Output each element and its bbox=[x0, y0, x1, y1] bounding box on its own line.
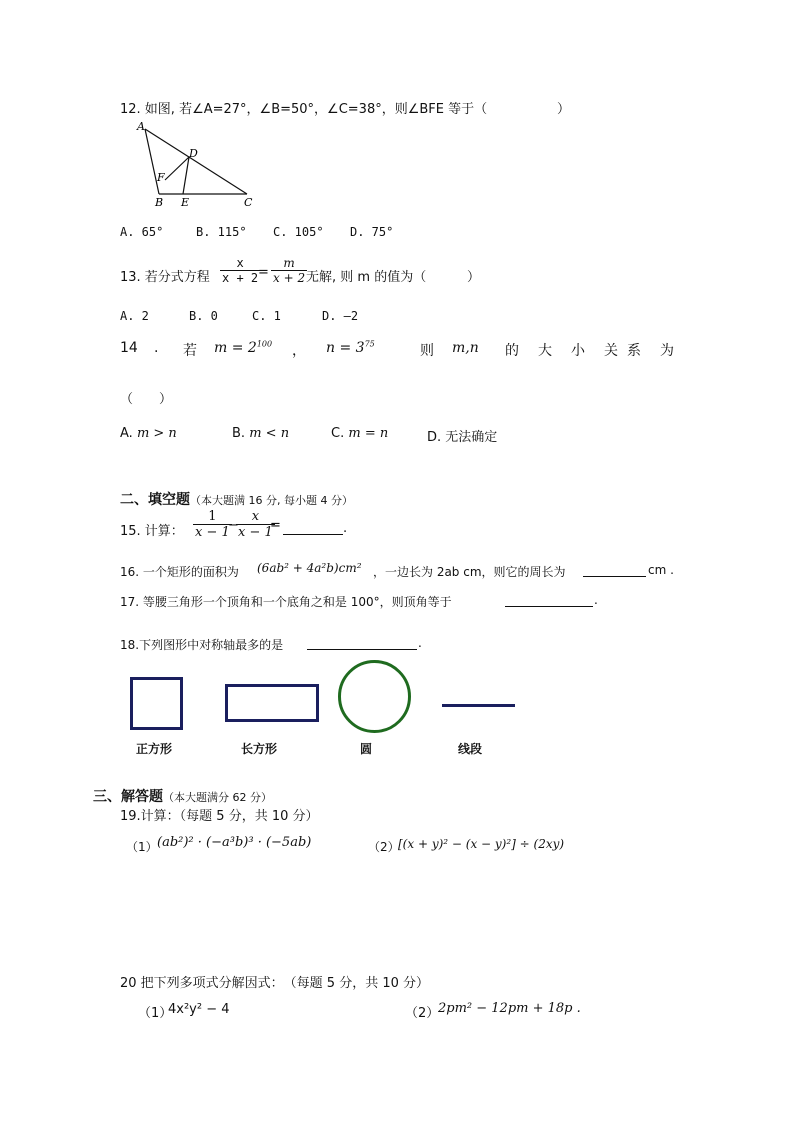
q12-option-c: C. 105° bbox=[273, 225, 324, 239]
q19-part2-label: （2） bbox=[368, 840, 400, 854]
circle-shape bbox=[338, 660, 411, 733]
q14-tail-6: 为 bbox=[660, 343, 674, 359]
q12-option-b: B. 115° bbox=[196, 225, 247, 239]
square-label: 正方形 bbox=[136, 742, 173, 756]
q14-n-expression: $n = 3^{75}$ bbox=[326, 339, 375, 356]
label-D: D bbox=[189, 147, 198, 160]
q19-part2-expression: [(x + y)² − (x − y)²] ÷ (2xy) bbox=[398, 837, 565, 851]
q13-paren-close: ） bbox=[467, 270, 481, 285]
rectangle-shape bbox=[225, 684, 319, 722]
q14-ruo: 若 bbox=[183, 343, 197, 359]
q15-end: . bbox=[343, 521, 348, 536]
section2-heading: 二、填空题（本大题满 16 分, 每小题 4 分） bbox=[120, 492, 353, 508]
q15-fraction-1: $\frac{1}{x - 1}$ bbox=[195, 509, 230, 540]
q14-ze: 则 bbox=[420, 343, 434, 359]
q15-answer-blank[interactable] bbox=[283, 520, 343, 535]
q14-option-d: D. 无法确定 bbox=[427, 430, 498, 445]
q20-part2-expression: 2pm² − 12pm + 18p . bbox=[438, 1001, 581, 1016]
q15-prefix: 15. 计算： bbox=[120, 524, 184, 539]
q15-minus: − bbox=[228, 518, 239, 533]
label-F: F bbox=[157, 171, 165, 184]
q13-suffix: 无解, 则 m 的值为（ bbox=[306, 270, 427, 285]
q14-paren: （ ） bbox=[120, 392, 173, 407]
q16-expression: (6ab² + 4a²b)cm² bbox=[257, 561, 362, 575]
q14-option-b: B. m < n bbox=[232, 426, 290, 441]
q20-part2-label: （2） bbox=[405, 1006, 440, 1021]
square-shape bbox=[130, 677, 183, 730]
q13-equals: = bbox=[258, 265, 269, 280]
q14-option-a: A. m > n bbox=[120, 426, 177, 441]
q14-comma: ， bbox=[292, 343, 306, 359]
q13-lhs-fraction: $\frac{x}{x + 2}$ bbox=[222, 256, 259, 285]
q16-prefix: 16. 一个矩形的面积为 bbox=[120, 565, 239, 579]
q18-answer-blank[interactable] bbox=[307, 635, 417, 650]
q15-fraction-2: $\frac{x}{x - 1}$ bbox=[238, 509, 273, 540]
q20-part1-label: （1） bbox=[138, 1006, 173, 1021]
label-C: C bbox=[244, 196, 253, 209]
label-B: B bbox=[155, 196, 164, 209]
q16-unit: cm . bbox=[648, 563, 674, 577]
label-E: E bbox=[181, 196, 190, 209]
q13-option-a: A. 2 bbox=[120, 309, 149, 323]
q16-mid: ，一边长为 2ab cm，则它的周长为 bbox=[373, 565, 566, 579]
rectangle-label: 长方形 bbox=[241, 742, 278, 756]
q12-option-a: A. 65° bbox=[120, 225, 164, 239]
q12-option-d: D. 75° bbox=[350, 225, 394, 239]
label-A: A bbox=[137, 120, 145, 133]
q14-tail-3: 小 bbox=[571, 343, 585, 359]
q14-m-expression: $m = 2^{100}$ bbox=[214, 339, 273, 356]
q14-mn: m,n bbox=[452, 340, 479, 356]
q19-part1-label: （1） bbox=[126, 840, 158, 854]
q13-rhs-fraction: $\frac{m}{x + 2}$ bbox=[273, 256, 306, 285]
q19-title: 19.计算：（每题 5 分，共 10 分） bbox=[120, 809, 319, 824]
q16-answer-blank[interactable] bbox=[583, 562, 646, 577]
q14-tail-5: 系 bbox=[627, 343, 641, 359]
q17-answer-blank[interactable] bbox=[505, 592, 593, 607]
q13-option-b: B. 0 bbox=[189, 309, 218, 323]
circle-label: 圆 bbox=[360, 742, 373, 756]
q20-title: 20 把下列多项式分解因式： （每题 5 分，共 10 分） bbox=[120, 976, 430, 991]
q17-end: . bbox=[594, 593, 598, 607]
q12-triangle-figure bbox=[134, 116, 264, 212]
q20-part1-expression: 4x²y² − 4 bbox=[168, 1002, 230, 1017]
q14-option-c: C. m = n bbox=[331, 426, 389, 441]
q14-tail-4: 关 bbox=[604, 343, 618, 359]
q17-text: 17. 等腰三角形一个顶角和一个底角之和是 100°，则顶角等于 bbox=[120, 595, 452, 609]
q13-prefix: 13. 若分式方程 bbox=[120, 270, 210, 285]
section3-heading: 三、解答题（本大题满分 62 分） bbox=[93, 789, 272, 805]
q14-tail-2: 大 bbox=[538, 343, 552, 359]
line-segment-label: 线段 bbox=[458, 742, 483, 756]
q14-dot: . bbox=[154, 340, 159, 356]
q19-part1-expression: (ab²)² · (−a³b)³ · (−5ab) bbox=[157, 835, 312, 850]
q13-option-d: D. —2 bbox=[322, 309, 359, 323]
q14-tail-1: 的 bbox=[505, 343, 519, 359]
q15-equals: = bbox=[270, 518, 281, 533]
q12-paren-close: ） bbox=[557, 102, 571, 117]
line-segment-shape bbox=[442, 704, 515, 707]
q18-end: . bbox=[418, 636, 422, 650]
q14-number: 14 bbox=[120, 340, 138, 356]
q13-option-c: C. 1 bbox=[252, 309, 281, 323]
q18-text: 18.下列图形中对称轴最多的是 bbox=[120, 638, 284, 652]
q12-stem: 12. 如图, 若∠A=27°，∠B=50°，∠C=38°，则∠BFE 等于（ bbox=[120, 102, 488, 117]
